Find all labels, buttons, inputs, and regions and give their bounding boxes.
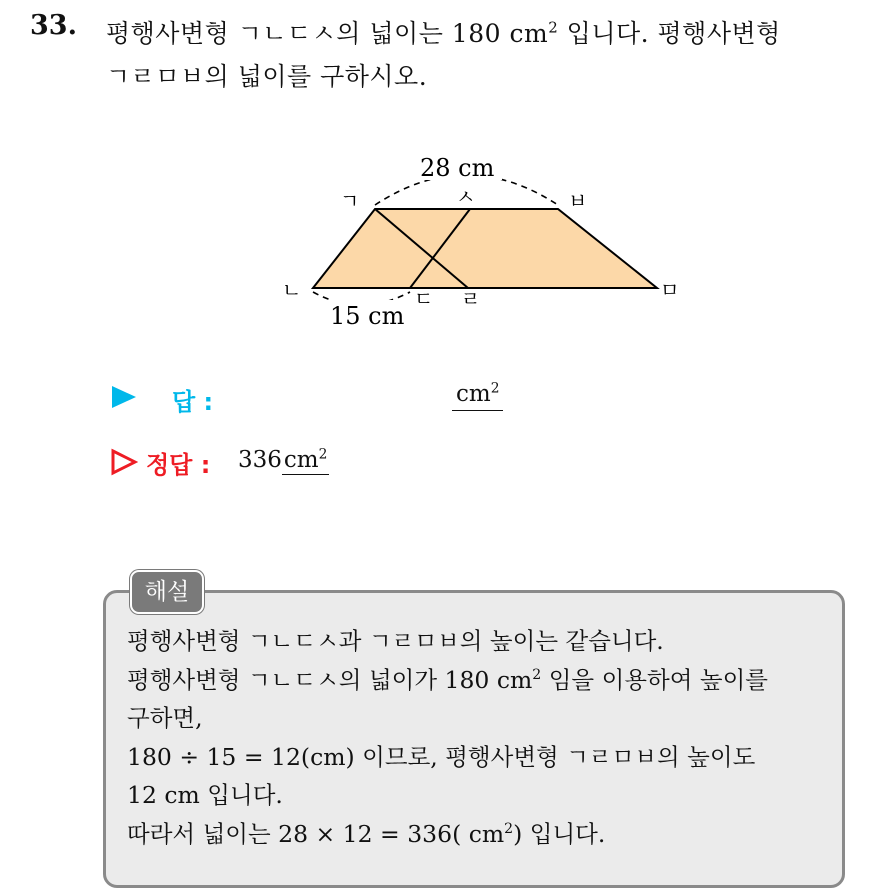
- vertex-label-m: ㅁ: [660, 278, 680, 302]
- vertex-label-d: ㄷ: [414, 287, 434, 311]
- vertex-label-g: ㄱ: [340, 189, 360, 213]
- correct-answer-value: $336cm^2$: [238, 446, 328, 473]
- vertex-label-b: ㅂ: [568, 189, 588, 213]
- answer-unit: $cm^2$: [452, 380, 503, 411]
- answer-label: 답 :: [172, 388, 214, 416]
- trapezoid-figure: [270, 145, 710, 345]
- correct-marker-icon: [110, 448, 138, 476]
- answer-marker-icon: [110, 384, 138, 410]
- bottom-length-label: 15 cm: [330, 302, 405, 330]
- solution-line-2: 평행사변형 ㄱㄴㄷㅅ의 넓이가 180 $cm^2$ 임을 이용하여 높이를: [127, 665, 768, 694]
- vertex-label-r: ㄹ: [461, 287, 481, 311]
- answer-row: [110, 380, 530, 420]
- question-line-2: ㄱㄹㅁㅂ의 넓이를 구하시오.: [106, 62, 428, 91]
- question-line-1: 평행사변형 ㄱㄴㄷㅅ의 넓이는 180 $cm^2$ 입니다. 평행사변형: [106, 18, 781, 48]
- solution-text: [127, 622, 827, 853]
- solution-tag: 해설: [130, 570, 204, 614]
- top-length-label: 28 cm: [420, 154, 495, 182]
- solution-line-4: 180 ÷ 15 = 12(cm) 이므로, 평행사변형 ㄱㄹㅁㅂ의 높이도: [127, 742, 756, 771]
- question-text: [106, 12, 866, 98]
- solution-line-3: 구하면,: [127, 704, 203, 732]
- correct-answer-row: [110, 445, 510, 481]
- trapezoid-fill: [313, 209, 657, 288]
- correct-answer-unit: $cm^2$: [283, 446, 328, 473]
- solution-line-5: 12 cm 입니다.: [127, 781, 283, 809]
- vertex-label-s: ㅅ: [456, 185, 476, 209]
- solution-line-1: 평행사변형 ㄱㄴㄷㅅ과 ㄱㄹㅁㅂ의 높이는 같습니다.: [127, 627, 664, 655]
- vertex-label-n: ㄴ: [282, 278, 302, 302]
- question-number: 33.: [30, 10, 77, 41]
- correct-answer-label: 정답 :: [146, 451, 211, 479]
- solution-line-6: 따라서 넓이는 28 × 12 = 336( $cm^2$) 입니다.: [127, 819, 606, 848]
